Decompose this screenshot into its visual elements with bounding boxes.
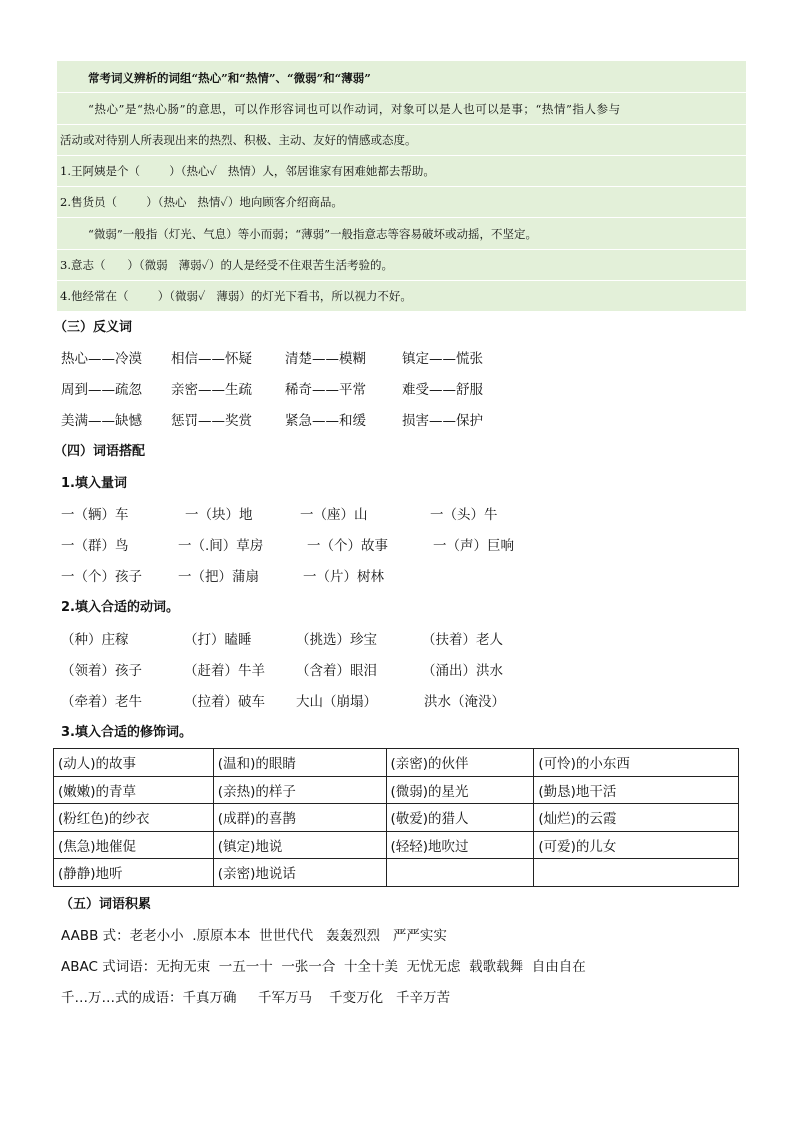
verb-item: （涌出）洪水 <box>422 663 503 679</box>
antonym-pair: 亲密——生疏 <box>171 382 252 398</box>
table-cell: (成群)的喜鹊 <box>213 804 386 832</box>
abac-line: ABAC 式词语：无拘无束 一五一十 一张一合 十全十美 无忧无虑 载歌载舞 自由自在 <box>61 959 586 975</box>
measure-word-item: 一（座）山 <box>300 507 368 523</box>
analysis-title: 常考词义辨析的词组“热心”和“热情”、“微弱”和“薄弱” <box>88 71 371 85</box>
question-1: 1.王阿姨是个（ ）（热心✓ 热情）人，邻居谁家有困难她都去帮助。 <box>60 164 435 178</box>
table-row <box>54 749 739 777</box>
analysis-paragraph-2: “微弱”一般指（灯光、气息）等小而弱；“薄弱”一般指意志等容易破坏或动摇，不坚定。 <box>88 227 538 241</box>
antonym-pair: 热心——冷漠 <box>61 351 142 367</box>
verb-item: 大山（崩塌） <box>296 694 377 710</box>
question-2: 2.售货员（ ）（热心 热情✓）地向顾客介绍商品。 <box>60 195 343 209</box>
table-row <box>54 859 739 887</box>
modifiers-table <box>53 748 739 887</box>
analysis-box <box>57 61 746 311</box>
table-row <box>54 831 739 859</box>
measure-word-item: 一（块）地 <box>185 507 253 523</box>
table-cell: (灿烂)的云霞 <box>534 804 739 832</box>
antonym-pair: 美满——缺憾 <box>61 413 142 429</box>
antonyms-heading: （三）反义词 <box>54 320 133 335</box>
measure-word-item: 一（个）故事 <box>307 538 388 554</box>
table-cell: (温和)的眼睛 <box>213 749 386 777</box>
measure-word-item: 一（头）牛 <box>430 507 498 523</box>
table-cell: (勤恳)地干活 <box>534 776 739 804</box>
question-4: 4.他经常在（ ）（微弱✓ 薄弱）的灯光下看书，所以视力不好。 <box>60 289 412 303</box>
aabb-line: AABB 式：老老小小 .原原本本 世世代代 轰轰烈烈 严严实实 <box>61 928 447 944</box>
modifiers-heading: 3.填入合适的修饰词。 <box>61 725 192 740</box>
verb-item: （扶着）老人 <box>422 632 503 648</box>
table-cell: (亲密)地说话 <box>213 859 386 887</box>
antonym-pair: 清楚——模糊 <box>285 351 366 367</box>
antonym-pair: 镇定——慌张 <box>402 351 483 367</box>
measure-word-item: 一（群）鸟 <box>61 538 129 554</box>
question-3: 3.意志（ ）（微弱 薄弱✓）的人是经受不住艰苦生活考验的。 <box>60 258 394 272</box>
table-cell <box>386 859 534 887</box>
verb-item: （赶着）牛羊 <box>184 663 265 679</box>
antonym-pair: 相信——怀疑 <box>171 351 252 367</box>
measure-word-item: 一（把）蒲扇 <box>178 569 259 585</box>
table-cell: (嫩嫩)的青草 <box>54 776 214 804</box>
verb-item: （牵着）老牛 <box>61 694 142 710</box>
analysis-paragraph-1-line-2: 活动或对待别人所表现出来的热烈、积极、主动、友好的情感或态度。 <box>60 133 417 147</box>
table-cell: (动人)的故事 <box>54 749 214 777</box>
table-row <box>54 776 739 804</box>
verb-item: （含着）眼泪 <box>296 663 377 679</box>
table-cell: (可怜)的小东西 <box>534 749 739 777</box>
antonym-pair: 周到——疏忽 <box>61 382 142 398</box>
antonym-pair: 惩罚——奖赏 <box>171 413 252 429</box>
verb-item: （拉着）破车 <box>184 694 265 710</box>
measure-word-item: 一（个）孩子 <box>61 569 142 585</box>
measure-word-item: 一（辆）车 <box>61 507 129 523</box>
table-row <box>54 804 739 832</box>
table-cell: (敬爱)的猎人 <box>386 804 534 832</box>
table-cell: (镇定)地说 <box>213 831 386 859</box>
verb-item: （种）庄稼 <box>61 632 129 648</box>
antonym-pair: 损害——保护 <box>402 413 483 429</box>
verb-item: （领着）孩子 <box>61 663 142 679</box>
measure-word-item: 一（.间）草房 <box>178 538 264 554</box>
verb-item: （挑选）珍宝 <box>296 632 377 648</box>
antonym-pair: 难受——舒服 <box>402 382 483 398</box>
verb-item: 洪水（淹没） <box>424 694 505 710</box>
verbs-heading: 2.填入合适的动词。 <box>61 600 179 615</box>
table-cell <box>534 859 739 887</box>
qian-wan-line: 千…万…式的成语：千真万确 千军万马 千变万化 千辛万苦 <box>61 990 450 1006</box>
measure-word-item: 一（片）树林 <box>303 569 384 585</box>
table-cell: (焦急)地催促 <box>54 831 214 859</box>
measure-words-heading: 1.填入量词 <box>61 476 127 491</box>
antonym-pair: 紧急——和缓 <box>285 413 366 429</box>
collocation-heading: （四）词语搭配 <box>54 444 146 459</box>
antonym-pair: 稀奇——平常 <box>285 382 366 398</box>
table-cell: (亲密)的伙伴 <box>386 749 534 777</box>
accumulation-heading: （五）词语积累 <box>60 897 152 912</box>
table-cell: (可爱)的儿女 <box>534 831 739 859</box>
table-cell: (静静)地听 <box>54 859 214 887</box>
measure-word-item: 一（声）巨响 <box>433 538 514 554</box>
table-cell: (粉红色)的纱衣 <box>54 804 214 832</box>
table-cell: (亲热)的样子 <box>213 776 386 804</box>
verb-item: （打）瞌睡 <box>184 632 252 648</box>
table-cell: (微弱)的星光 <box>386 776 534 804</box>
table-cell: (轻轻)地吹过 <box>386 831 534 859</box>
analysis-paragraph-1-line-1: “热心”是“热心肠”的意思，可以作形容词也可以作动词，对象可以是人也可以是事；“热情”指人参与 <box>88 102 621 116</box>
